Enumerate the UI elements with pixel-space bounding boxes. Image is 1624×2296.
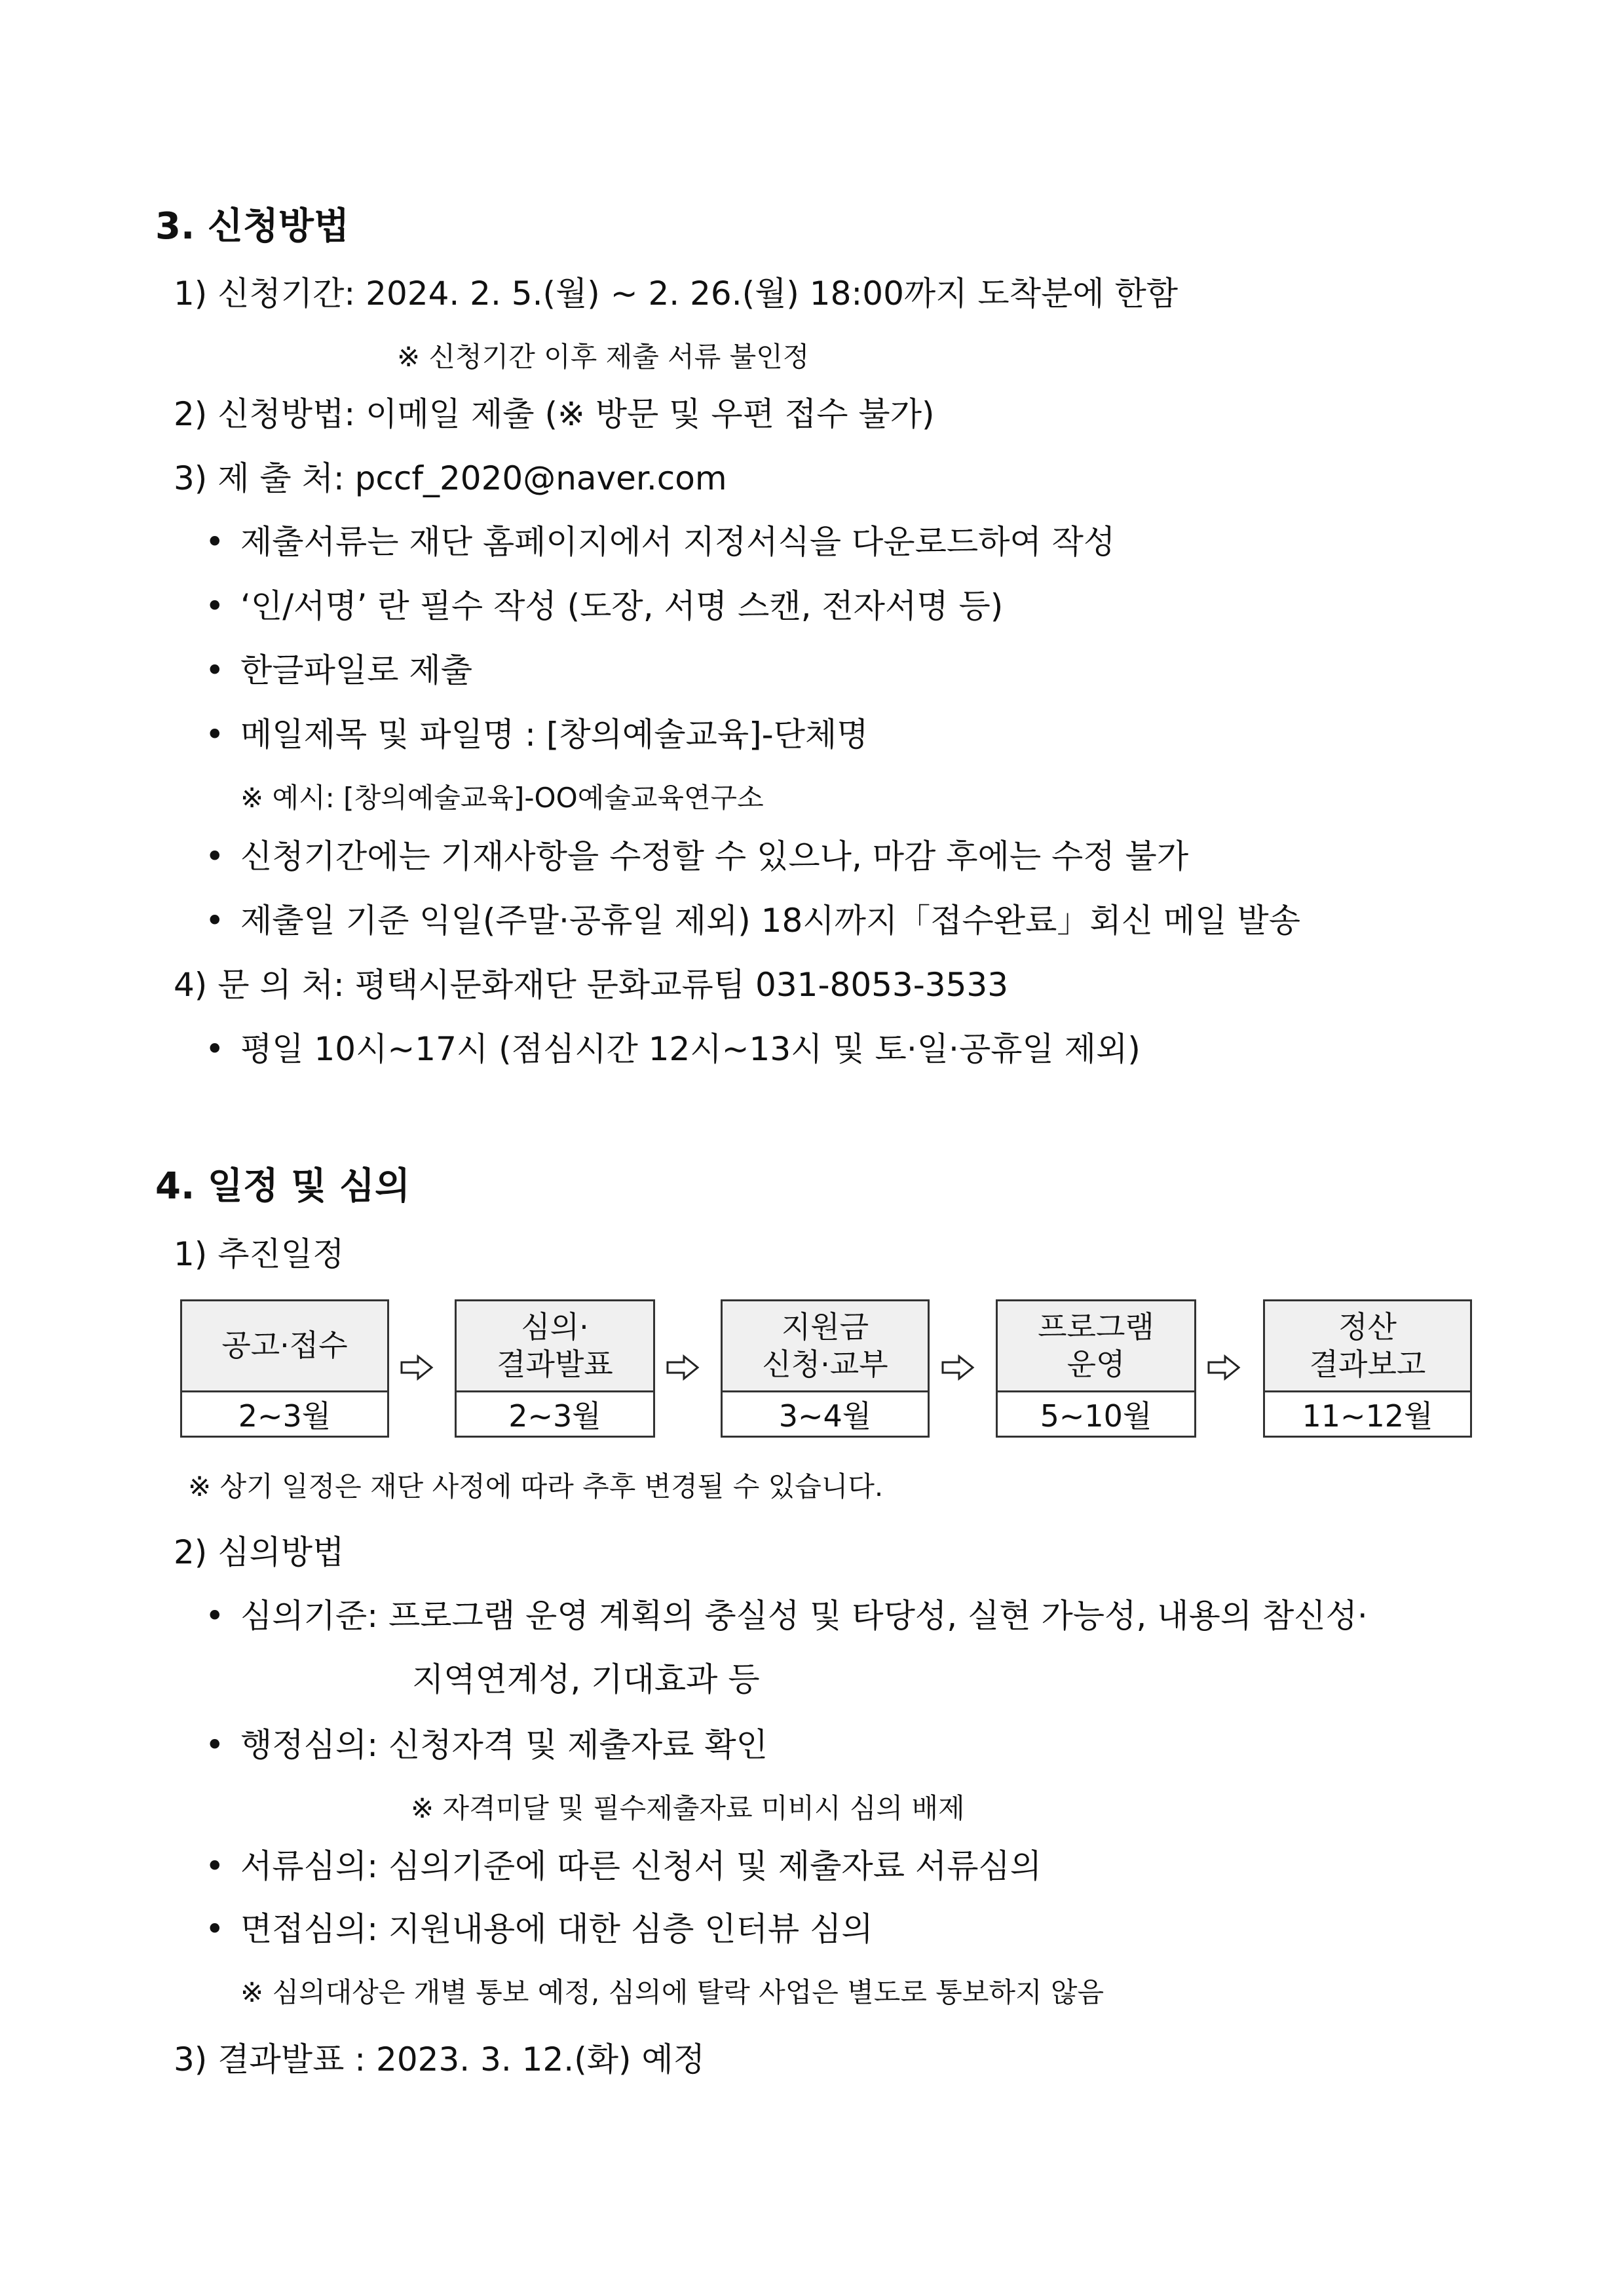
- schedule-note: ※ 상기 일정은 재단 사정에 따라 추후 변경될 수 있습니다.: [188, 1470, 884, 1502]
- schedule-period: 2~3월: [182, 1392, 387, 1436]
- schedule-subtitle: 1) 추진일정: [174, 1235, 345, 1273]
- schedule-stage-box: [1263, 1299, 1472, 1438]
- admin-review-note: ※ 자격미달 및 필수제출자료 미비시 심의 배제: [411, 1792, 965, 1824]
- review-criteria: • 심의기준: 프로그램 운영 계획의 충실성 및 타당성, 실현 가능성, 내용의 참신성·: [240, 1599, 1368, 1632]
- schedule-period: 11~12월: [1265, 1392, 1470, 1436]
- schedule-period: 5~10월: [998, 1392, 1194, 1436]
- document-review: • 서류심의: 심의기준에 따른 신청서 및 제출자료 서류심의: [240, 1850, 1042, 1883]
- bullet-item: • 한글파일로 제출: [240, 654, 472, 687]
- bullet-item: • 제출서류는 재단 홈페이지에서 지정서식을 다운로드하여 작성: [240, 526, 1115, 558]
- section-4-title: 4. 일정 및 심의: [155, 1165, 411, 1208]
- right-arrow-icon: [1207, 1354, 1241, 1381]
- schedule-stage: 심의· 결과발표: [457, 1301, 653, 1392]
- section-3-title: 3. 신청방법: [155, 205, 350, 248]
- schedule-stage: 정산 결과보고: [1265, 1301, 1470, 1392]
- schedule-stage: 공고·접수: [182, 1301, 387, 1392]
- submission-address: 3) 제 출 처: pccf_2020@naver.com: [174, 459, 727, 497]
- schedule-period: 2~3월: [457, 1392, 653, 1436]
- interview-note: ※ 심의대상은 개별 통보 예정, 심의에 탈락 사업은 별도로 통보하지 않음: [240, 1976, 1105, 2008]
- schedule-stage-box: [721, 1299, 930, 1438]
- application-method: 2) 신청방법: 이메일 제출 (※ 방문 및 우편 접수 불가): [174, 395, 935, 433]
- bullet-item: • 평일 10시~17시 (점심시간 12시~13시 및 토·일·공휴일 제외): [240, 1033, 1141, 1065]
- right-arrow-icon: [941, 1354, 975, 1381]
- schedule-stage: 프로그램 운영: [998, 1301, 1194, 1392]
- right-arrow-icon: [400, 1354, 434, 1381]
- example-note: ※ 예시: [창의예술교육]-OO예술교육연구소: [240, 782, 764, 814]
- bullet-item: • 신청기간에는 기재사항을 수정할 수 있으나, 마감 후에는 수정 불가: [240, 840, 1188, 873]
- bullet-item: • 제출일 기준 익일(주말·공휴일 제외) 18시까지「접수완료」회신 메일 발송: [240, 904, 1300, 937]
- result-announcement: 3) 결과발표 : 2023. 3. 12.(화) 예정: [174, 2040, 706, 2078]
- bullet-item: • ‘인/서명’ 란 필수 작성 (도장, 서명 스캔, 전자서명 등): [240, 590, 1003, 622]
- interview-review: • 면접심의: 지원내용에 대한 심층 인터뷰 심의: [240, 1913, 873, 1945]
- schedule-period: 3~4월: [723, 1392, 928, 1436]
- schedule-stage-box: [996, 1299, 1196, 1438]
- schedule-stage: 지원금 신청·교부: [723, 1301, 928, 1392]
- review-method-subtitle: 2) 심의방법: [174, 1533, 345, 1571]
- admin-review: • 행정심의: 신청자격 및 제출자료 확인: [240, 1729, 768, 1761]
- application-period-note: ※ 신청기간 이후 제출 서류 불인정: [397, 341, 810, 373]
- review-criteria-cont: 지역연계성, 기대효과 등: [412, 1660, 760, 1698]
- schedule-stage-box: [455, 1299, 655, 1438]
- application-period: 1) 신청기간: 2024. 2. 5.(월) ~ 2. 26.(월) 18:00까지 도착분에 한함: [174, 275, 1179, 313]
- schedule-stage-box: [180, 1299, 389, 1438]
- bullet-item: • 메일제목 및 파일명 : [창의예술교육]-단체명: [240, 718, 869, 751]
- right-arrow-icon: [666, 1354, 700, 1381]
- contact-info: 4) 문 의 처: 평택시문화재단 문화교류팀 031-8053-3533: [174, 966, 1009, 1004]
